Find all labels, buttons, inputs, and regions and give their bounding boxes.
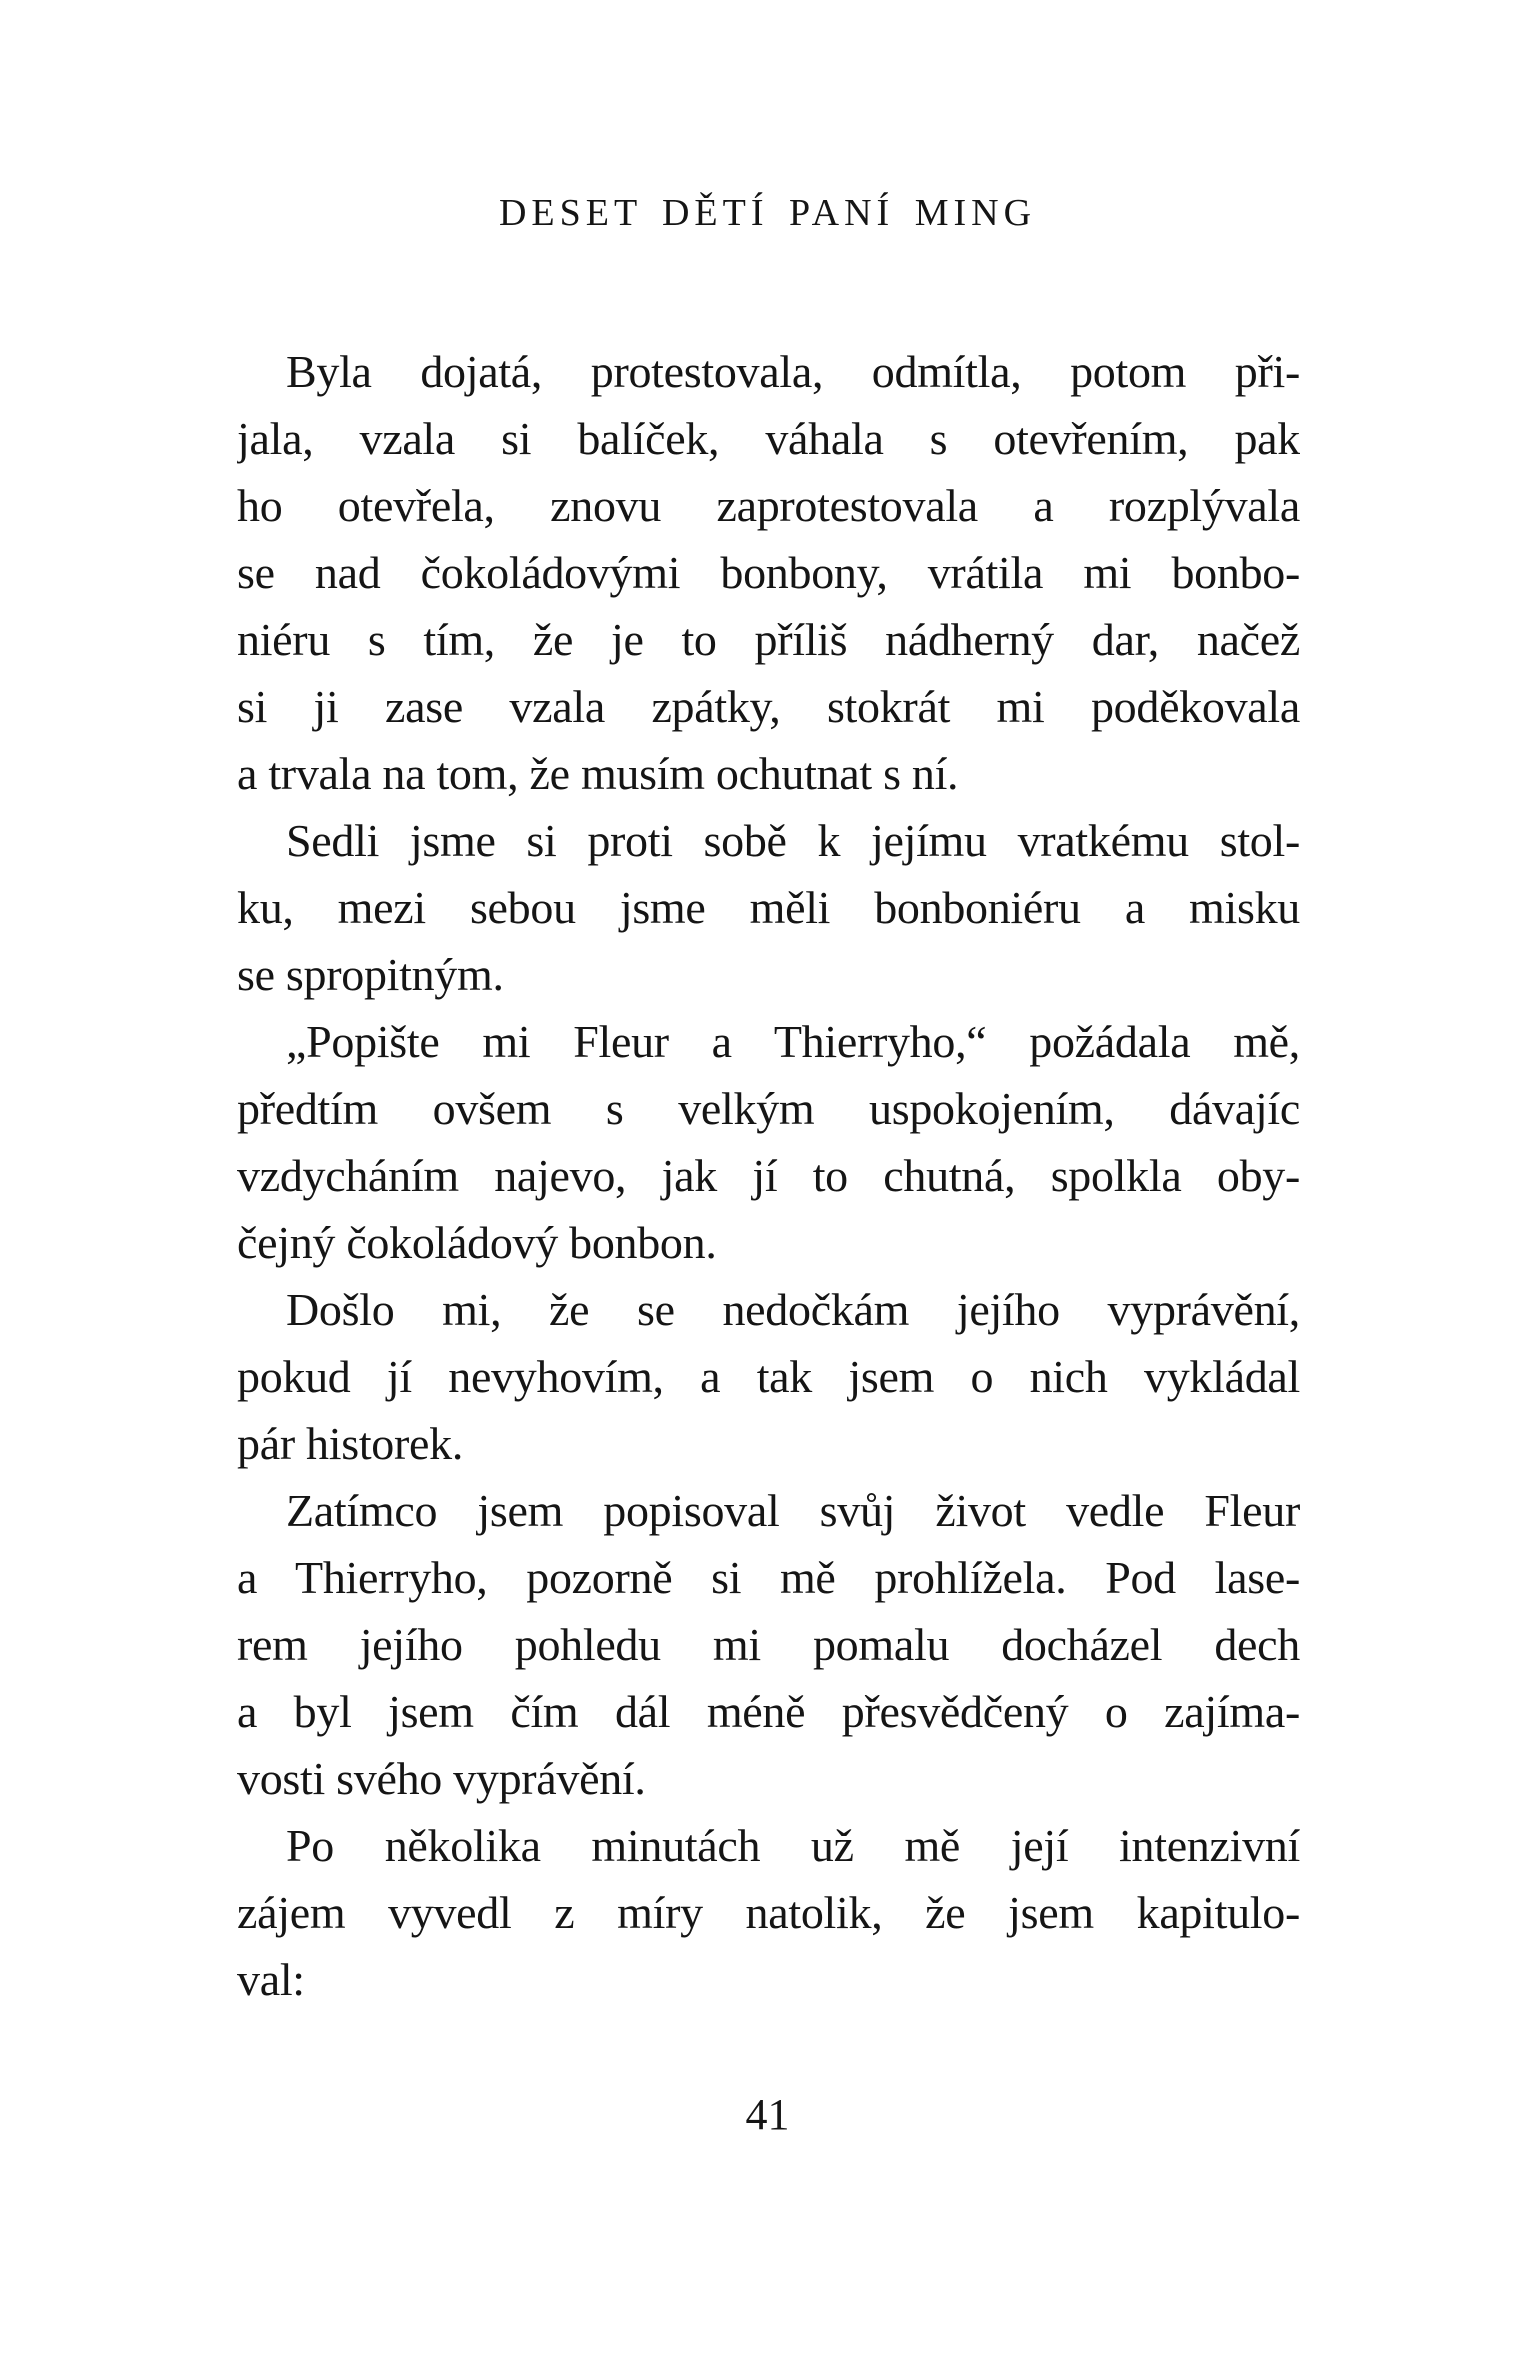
text-line: ho otevřela, znovu zaprotestovala a rozplývala [237, 480, 1300, 531]
text-line: jala, vzala si balíček, váhala s otevřením, pak [237, 413, 1300, 464]
text-line: rem jejího pohledu mi pomalu docházel dech [237, 1619, 1300, 1670]
text-line: předtím ovšem s velkým uspokojením, dávajíc [237, 1083, 1300, 1134]
text-line: vzdycháním najevo, jak jí to chutná, spolkla oby- [237, 1150, 1300, 1201]
text-line: čejný čokoládový bonbon. [237, 1217, 717, 1268]
text-line: „Popište mi Fleur a Thierryho,“ požádala mě, [286, 1016, 1300, 1067]
paragraph [237, 807, 1300, 1008]
text-line: Zatímco jsem popisoval svůj život vedle Fleur [286, 1485, 1300, 1536]
text-line: pokud jí nevyhovím, a tak jsem o nich vykládal [237, 1351, 1300, 1402]
text-line: pár historek. [237, 1418, 464, 1469]
paragraph [237, 1276, 1300, 1477]
text-line: zájem vyvedl z míry natolik, že jsem kapitulo- [237, 1887, 1300, 1938]
text-line: se nad čokoládovými bonbony, vrátila mi bonbo- [237, 547, 1300, 598]
text-line: val: [237, 1954, 305, 2005]
page-number: 41 [745, 2090, 790, 2139]
text-line: se spropitným. [237, 949, 504, 1000]
text-line: Byla dojatá, protestovala, odmítla, potom při- [286, 346, 1300, 397]
text-line: Sedli jsme si proti sobě k jejímu vratkému stol- [286, 815, 1300, 866]
text-line: a byl jsem čím dál méně přesvědčený o zajíma- [237, 1686, 1300, 1737]
page-text [237, 338, 1300, 2013]
running-head: DESET DĚTÍ PANÍ MING [498, 192, 1037, 234]
text-line: a Thierryho, pozorně si mě prohlížela. Pod lase- [237, 1552, 1300, 1603]
text-line: ku, mezi sebou jsme měli bonboniéru a misku [237, 882, 1300, 933]
paragraph [237, 1477, 1300, 1812]
text-line: si ji zase vzala zpátky, stokrát mi poděkovala [237, 681, 1300, 732]
paragraph [237, 1008, 1300, 1276]
paragraph [237, 1812, 1300, 2013]
paragraph [237, 338, 1300, 807]
text-line: a trvala na tom, že musím ochutnat s ní. [237, 748, 959, 799]
text-line: niéru s tím, že je to příliš nádherný dar, načež [237, 614, 1300, 665]
text-line: Došlo mi, že se nedočkám jejího vyprávění, [286, 1284, 1300, 1335]
text-line: Po několika minutách už mě její intenzivní [286, 1820, 1300, 1871]
text-line: vosti svého vyprávění. [237, 1753, 646, 1804]
